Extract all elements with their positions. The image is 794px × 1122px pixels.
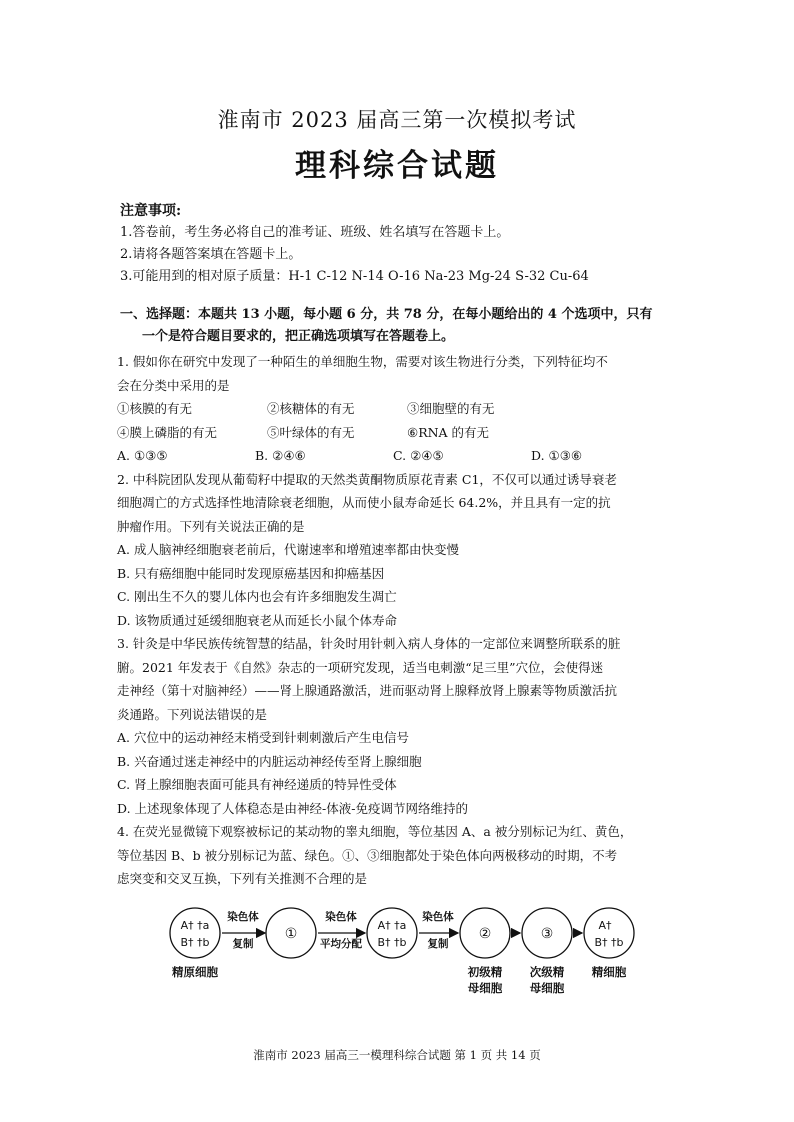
cell4-label-1: 初级精 <box>467 965 503 979</box>
q3-option-a: A. 穴位中的运动神经末梢受到针刺刺激后产生电信号 <box>117 730 409 745</box>
q3-stem: 3. 针灸是中华民族传统智慧的结晶，针灸时用针刺入病人身体的一定部位来调整所联系的脏 <box>117 636 621 651</box>
arrow1-label-bottom: 复制 <box>232 938 254 950</box>
q1-stem: 1. 假如你在研究中发现了一种陌生的单细胞生物，需要对该生物进行分类，下列特征均不 <box>117 354 608 369</box>
q3-option-d: D. 上述现象体现了人体稳态是由神经-体液-免疫调节网络维持的 <box>117 800 468 816</box>
q1-feature: ④膜上磷脂的有无 <box>117 424 218 440</box>
section-line: 一个是符合题目要求的，把正确选项填写在答题卷上。 <box>142 329 455 344</box>
q1-choice-b: B. ②④⑥ <box>255 448 306 463</box>
q3-option-c: C. 肾上腺细胞表面可能具有神经递质的特异性受体 <box>117 777 397 792</box>
q2-option-c: C. 刚出生不久的婴儿体内也会有许多细胞发生凋亡 <box>117 589 397 604</box>
q2-option-b: B. 只有癌细胞中能同时发现原癌基因和抑癌基因 <box>117 565 385 581</box>
spermatogonium-cell <box>170 908 220 958</box>
q2-stem: 肿瘤作用。下列有关说法正确的是 <box>117 518 305 534</box>
cell6-genes-bottom: B† †b <box>594 936 624 949</box>
q1-choice-a: A. ①③⑤ <box>117 448 168 463</box>
q1-feature: ⑤叶绿体的有无 <box>267 424 355 440</box>
q1-choice-c: C. ②④⑤ <box>393 448 444 463</box>
q2-option-a: A. 成人脑神经细胞衰老前后，代谢速率和增殖速率都由快变慢 <box>117 542 459 557</box>
arrow2-label-top: 染色体 <box>325 911 357 923</box>
cell6-genes-top: A† <box>598 919 612 932</box>
q3-stem: 走神经（第十对脑神经）——肾上腺通路激活，进而驱动肾上腺释放肾上腺素等物质激活抗 <box>117 683 618 698</box>
notice-heading: 注意事项: <box>120 203 182 219</box>
cell3-genes-bottom: B† †b <box>377 936 407 949</box>
q1-features-row <box>117 421 679 445</box>
section-line: 一、选择题：本题共 13 小题，每小题 6 分，共 78 分，在每小题给出的 4 个选项中，只有 <box>120 307 653 322</box>
cell2-number: ① <box>284 926 298 942</box>
cell3-genes-top: A† †a <box>377 919 407 932</box>
q1-stem: 会在分类中采用的是 <box>117 377 230 393</box>
cell6-label: 精细胞 <box>591 965 627 979</box>
notice-item: 1.答卷前，考生务必将自己的准考证、班级、姓名填写在答题卡上。 <box>120 225 510 240</box>
notice-item: 3.可能用到的相对原子质量：H-1 C-12 N-14 O-16 Na-23 Mg-24 S-32 Cu-64 <box>120 269 589 284</box>
questions-body <box>117 350 679 891</box>
cell1-genes-bottom: B† †b <box>180 936 210 949</box>
q3-stem: 腑。2021 年发表于《自然》杂志的一项研究发现，适当电刺激“足三里”穴位，会使得迷 <box>117 659 604 675</box>
q1-feature: ①核膜的有无 <box>117 401 193 416</box>
notice-item: 2.请将各题答案填在答题卡上。 <box>120 247 302 262</box>
q4-stem: 虑突变和交叉互换，下列有关推测不合理的是 <box>117 871 368 886</box>
cell5-label-1: 次级精 <box>529 965 565 979</box>
notice-block <box>120 200 680 288</box>
q2-stem: 细胞凋亡的方式选择性地清除衰老细胞，从而使小鼠寿命延长 64.2%，并且具有一定的抗 <box>117 495 611 510</box>
q1-choices <box>117 444 679 468</box>
q4-stem: 4. 在荧光显微镜下观察被标记的某动物的睾丸细胞，等位基因 A、a 被分别标记为红、黄色， <box>117 824 633 839</box>
q1-feature: ⑥RNA 的有无 <box>407 424 490 440</box>
sperm-cell <box>584 908 634 958</box>
cell4-number: ② <box>478 926 492 942</box>
q2-stem: 2. 中科院团队发现从葡萄籽中提取的天然类黄酮物质原花青素 C1，不仅可以通过诱导衰老 <box>117 471 617 487</box>
cell1-genes-top: A† †a <box>180 919 210 932</box>
q4-stem: 等位基因 B、b 被分别标记为蓝、绿色。①、③细胞都处于染色体向两极移动的时期，不考 <box>117 847 618 863</box>
arrow3-label-top: 染色体 <box>422 911 454 923</box>
q1-features-row <box>117 397 679 421</box>
q2-option-d: D. 该物质通过延缓细胞衰老从而延长小鼠个体寿命 <box>117 612 398 628</box>
q3-stem: 炎通路。下列说法错误的是 <box>117 706 268 722</box>
q1-feature: ③细胞壁的有无 <box>407 401 495 416</box>
q1-feature: ②核糖体的有无 <box>267 401 355 416</box>
page-footer: 淮南市 2023 届高三一模理科综合试题 第 1 页 共 14 页 <box>253 1048 541 1062</box>
cell-3-circle <box>367 908 417 958</box>
arrow3-label-bottom: 复制 <box>427 938 449 950</box>
meiosis-diagram <box>165 900 645 1000</box>
q1-choice-d: D. ①③⑥ <box>531 448 583 463</box>
section-heading <box>120 304 680 348</box>
cell5-number: ③ <box>540 926 554 942</box>
exam-subtitle: 理科综合试题 <box>295 148 499 184</box>
q3-option-b: B. 兴奋通过迷走神经中的内脏运动神经传至肾上腺细胞 <box>117 753 422 769</box>
cell1-label: 精原细胞 <box>172 965 218 979</box>
arrow1-label-top: 染色体 <box>227 911 259 923</box>
exam-title: 淮南市 2023 届高三第一次模拟考试 <box>217 108 577 132</box>
cell5-label-2: 母细胞 <box>529 981 565 995</box>
cell4-label-2: 母细胞 <box>467 981 503 995</box>
arrow2-label-bottom: 平均分配 <box>320 938 362 950</box>
